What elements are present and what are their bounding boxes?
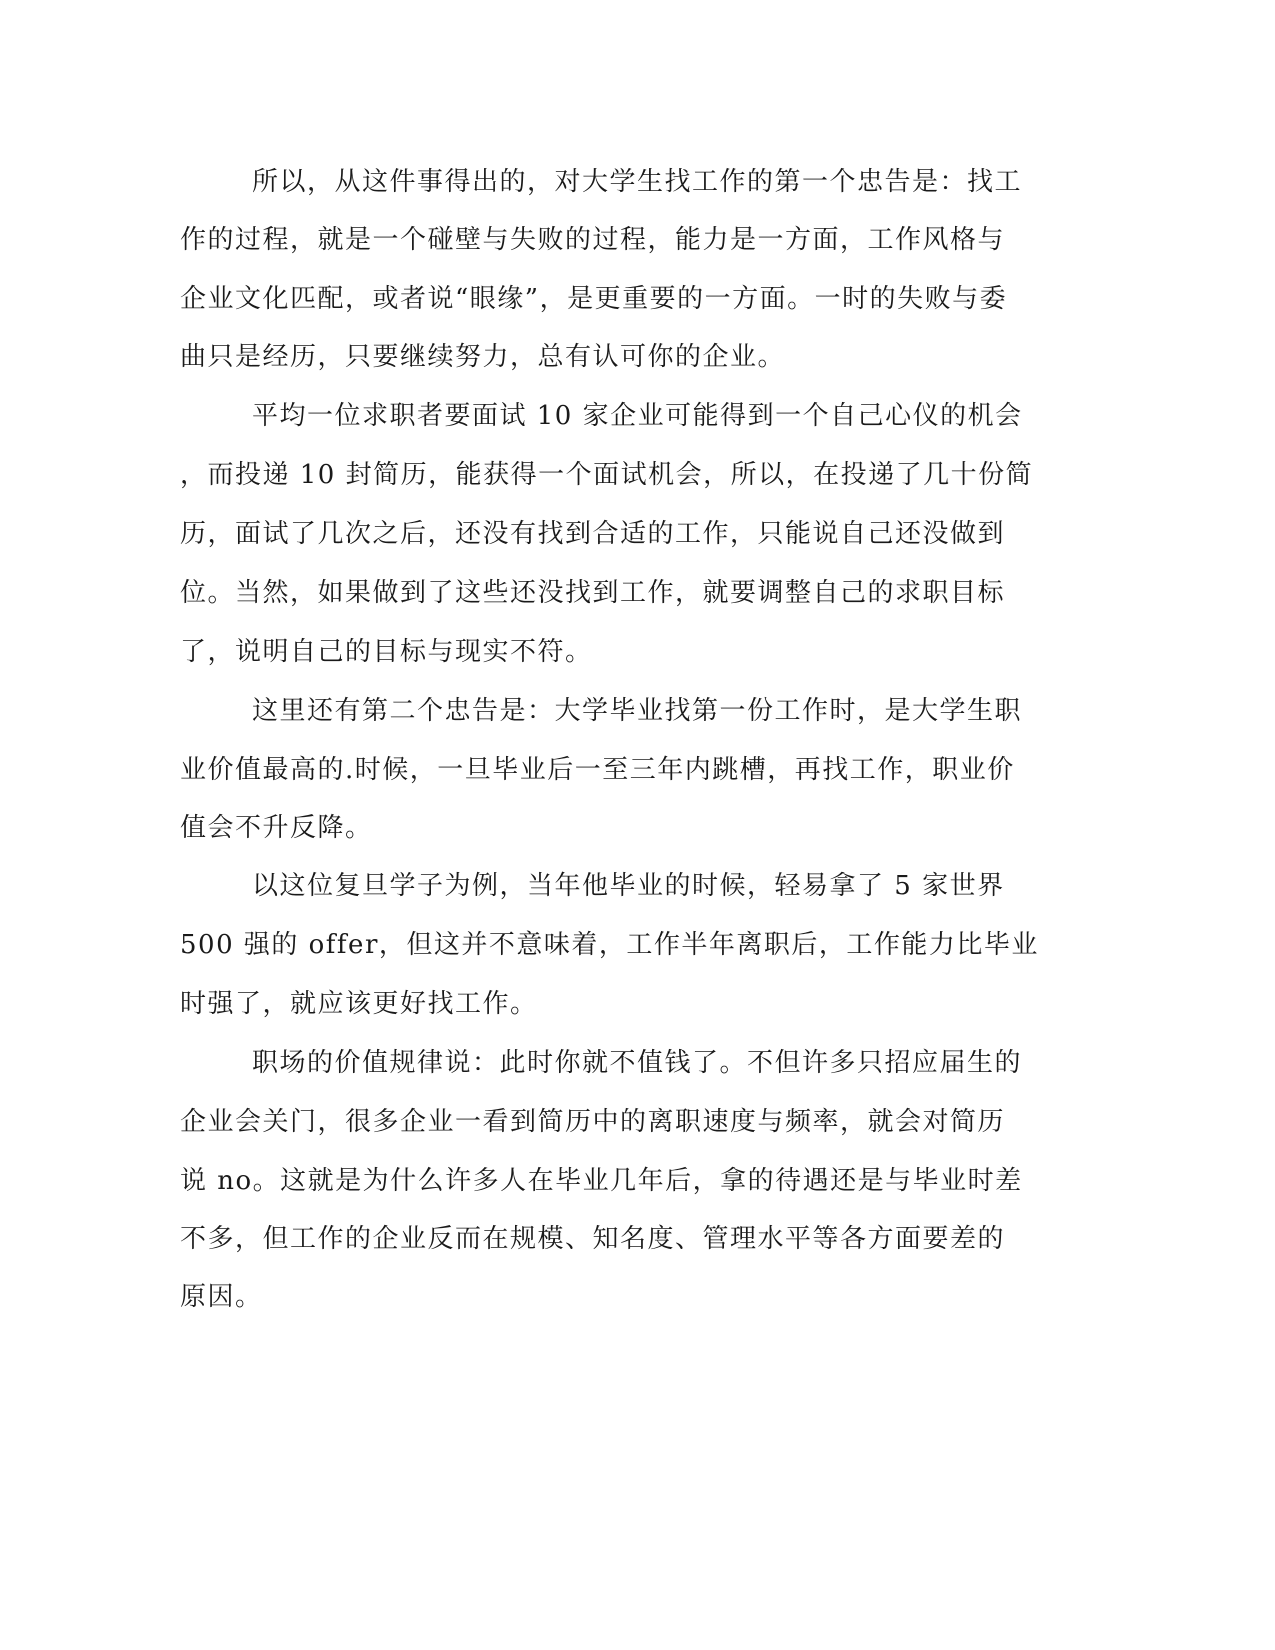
paragraph-5-line-3: 说 no。这就是为什么许多人在毕业几年后，拿的待遇还是与毕业时差 [180, 1166, 1023, 1196]
paragraph-2-line-3: 历，面试了几次之后，还没有找到合适的工作，只能说自己还没做到 [180, 519, 1006, 549]
paragraph-3-line-2: 业价值最高的.时候，一旦毕业后一至三年内跳槽，再找工作，职业价 [180, 755, 1015, 785]
paragraph-4-line-2: 500 强的 offer，但这并不意味着，工作半年离职后，工作能力比毕业 [180, 930, 1039, 960]
paragraph-1-line-4: 曲只是经历，只要继续努力，总有认可你的企业。 [180, 342, 786, 372]
paragraph-5-line-1: 职场的价值规律说：此时你就不值钱了。不但许多只招应届生的 [252, 1048, 1023, 1078]
paragraph-2-line-1: 平均一位求职者要面试 10 家企业可能得到一个自己心仪的机会 [252, 401, 1023, 431]
paragraph-5-line-5: 原因。 [180, 1282, 263, 1312]
paragraph-3-line-3: 值会不升反降。 [180, 813, 373, 843]
paragraph-2-line-2: ，而投递 10 封简历，能获得一个面试机会，所以，在投递了几十份简 [180, 460, 1034, 490]
paragraph-5-line-2: 企业会关门，很多企业一看到简历中的离职速度与频率，就会对简历 [180, 1107, 1006, 1137]
paragraph-2-line-5: 了，说明自己的目标与现实不符。 [180, 637, 593, 667]
paragraph-2-line-4: 位。当然，如果做到了这些还没找到工作，就要调整自己的求职目标 [180, 578, 1006, 608]
paragraph-1-line-3: 企业文化匹配，或者说“眼缘”，是更重要的一方面。一时的失败与委 [180, 284, 1008, 314]
paragraph-5-line-4: 不多，但工作的企业反而在规模、知名度、管理水平等各方面要差的 [180, 1224, 1006, 1254]
paragraph-1-line-2: 作的过程，就是一个碰壁与失败的过程，能力是一方面，工作风格与 [180, 225, 1006, 255]
paragraph-1-line-1: 所以，从这件事得出的，对大学生找工作的第一个忠告是：找工 [252, 167, 1023, 197]
paragraph-3-line-1: 这里还有第二个忠告是：大学毕业找第一份工作时，是大学生职 [252, 696, 1023, 726]
paragraph-4-line-1: 以这位复旦学子为例，当年他毕业的时候，轻易拿了 5 家世界 [252, 871, 1005, 901]
paragraph-4-line-3: 时强了，就应该更好找工作。 [180, 989, 538, 1019]
